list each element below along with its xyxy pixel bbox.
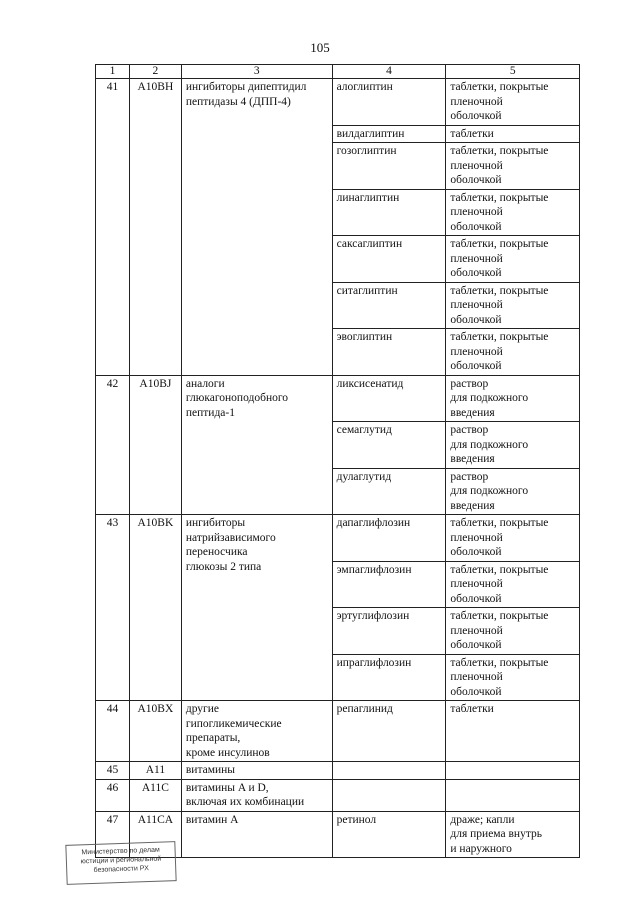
ministry-stamp	[65, 841, 176, 885]
dosage-form-line: раствор	[450, 470, 489, 483]
row-number: 42	[96, 375, 130, 515]
dosage-form	[446, 779, 580, 811]
group-name-line: переносчика	[185, 546, 248, 558]
table-body	[96, 79, 580, 858]
dosage-form-line: оболочкой	[450, 546, 502, 558]
dosage-form-line: раствор	[450, 377, 489, 390]
dosage-form-line: оболочкой	[450, 313, 502, 326]
dosage-form-line: таблетки, покрытые	[450, 610, 549, 622]
dosage-form-line: таблетки, покрытые	[450, 331, 549, 343]
row-number: 43	[96, 515, 130, 701]
drug-name: дапаглифлозин	[332, 515, 446, 562]
dosage-form-line: драже; капли	[450, 813, 515, 826]
group-name-line: аналоги	[185, 377, 225, 390]
table-row	[96, 375, 580, 422]
group-name-line: глюкозы 2 типа	[185, 560, 262, 573]
drug-name: линаглиптин	[332, 189, 446, 236]
header-col-1: 1	[96, 65, 130, 79]
stamp-line: Министерство по делам	[81, 846, 160, 857]
dosage-form	[446, 561, 580, 608]
stamp-line: юстиции и региональной	[80, 855, 162, 866]
table-row	[96, 762, 580, 780]
dosage-form	[446, 236, 580, 283]
dosage-form	[446, 762, 580, 780]
dosage-form	[446, 422, 580, 469]
group-name-line: глюкагоноподобного	[185, 392, 289, 404]
drug-name: ипраглифлозин	[332, 654, 446, 701]
dosage-form	[446, 608, 580, 655]
atc-code: A11CA	[129, 811, 181, 858]
header-col-5: 5	[446, 65, 580, 79]
atc-code: A10BK	[129, 515, 181, 701]
dosage-form-line: для подкожного	[450, 392, 529, 404]
table-header-row	[96, 65, 580, 79]
dosage-form	[446, 329, 580, 376]
row-number: 41	[96, 79, 130, 376]
dosage-form-line: пленочной	[450, 624, 503, 637]
dosage-form-line: пленочной	[450, 299, 503, 311]
header-col-4: 4	[332, 65, 446, 79]
dosage-form	[446, 282, 580, 329]
dosage-form-line: и наружного	[450, 842, 512, 855]
drug-name: эртуглифлозин	[332, 608, 446, 655]
group-name-line: другие	[185, 703, 220, 715]
atc-group-name	[181, 762, 332, 780]
dosage-form-line: таблетки	[450, 127, 494, 140]
dosage-form-line: оболочкой	[450, 685, 502, 698]
atc-code: A10BX	[129, 701, 181, 762]
atc-code: A10BJ	[129, 375, 181, 515]
drug-name: вилдаглиптин	[332, 125, 446, 143]
dosage-form	[446, 701, 580, 762]
dosage-form-line: таблетки, покрытые	[450, 563, 549, 576]
drug-table	[95, 64, 580, 858]
atc-group-name	[181, 701, 332, 762]
dosage-form-line: таблетки, покрытые	[450, 284, 549, 297]
drug-name: семаглутид	[332, 422, 446, 469]
header-col-3: 3	[181, 65, 332, 79]
dosage-form-line: для подкожного	[450, 438, 529, 451]
group-name-line: витамины	[185, 764, 236, 776]
dosage-form-line: оболочкой	[450, 639, 502, 651]
group-name-line: витамины A и D,	[185, 781, 269, 794]
group-name-line: натрийзависимого	[185, 531, 276, 544]
atc-code: A11	[129, 762, 181, 780]
row-number: 44	[96, 701, 130, 762]
dosage-form	[446, 654, 580, 701]
atc-group-name	[181, 375, 332, 515]
group-name-line: включая их комбинации	[185, 796, 305, 808]
dosage-form-line: оболочкой	[450, 267, 502, 279]
dosage-form-line: пленочной	[450, 345, 503, 358]
dosage-form-line: для подкожного	[450, 485, 529, 497]
atc-group-name	[181, 811, 332, 858]
dosage-form-line: пленочной	[450, 531, 503, 544]
dosage-form	[446, 79, 580, 126]
drug-name	[332, 762, 446, 780]
dosage-form-line: пленочной	[450, 206, 503, 218]
group-name-line: ингибиторы дипептидил	[185, 81, 307, 93]
dosage-form-line: таблетки, покрытые	[450, 191, 549, 204]
atc-code: A10BH	[129, 79, 181, 376]
atc-group-name	[181, 779, 332, 811]
dosage-form-line: пленочной	[450, 252, 503, 265]
dosage-form-line: введения	[450, 499, 495, 512]
group-name-line: ингибиторы	[185, 517, 246, 529]
atc-code: A11C	[129, 779, 181, 811]
group-name-line: препараты,	[185, 732, 241, 744]
dosage-form	[446, 515, 580, 562]
dosage-form	[446, 143, 580, 190]
dosage-form-line: оболочкой	[450, 592, 502, 605]
dosage-form-line: таблетки	[450, 703, 494, 715]
dosage-form	[446, 811, 580, 858]
row-number: 47	[96, 811, 130, 858]
dosage-form-line	[450, 781, 575, 796]
drug-name: гозоглиптин	[332, 143, 446, 190]
table-row	[96, 79, 580, 126]
dosage-form-line: пленочной	[450, 578, 503, 590]
header-col-2: 2	[129, 65, 181, 79]
dosage-form-line: для приема внутрь	[450, 828, 542, 840]
dosage-form-line: таблетки, покрытые	[450, 145, 549, 157]
dosage-form	[446, 375, 580, 422]
table-row	[96, 779, 580, 811]
dosage-form-line: оболочкой	[450, 220, 502, 233]
group-name-line: кроме инсулинов	[185, 746, 270, 759]
dosage-form-line: оболочкой	[450, 174, 502, 186]
dosage-form-line: таблетки, покрытые	[450, 81, 549, 93]
drug-name: эмпаглифлозин	[332, 561, 446, 608]
drug-name	[332, 779, 446, 811]
drug-name: дулаглутид	[332, 468, 446, 515]
dosage-form-line	[450, 763, 575, 778]
group-name-line: пептидазы 4 (ДПП-4)	[185, 95, 291, 108]
group-name-line: витамин A	[185, 813, 239, 826]
page-number: 105	[310, 40, 330, 55]
dosage-form-line: таблетки, покрытые	[450, 517, 549, 529]
dosage-form-line: раствор	[450, 424, 489, 436]
group-name-line: пептида-1	[185, 406, 235, 419]
stamp-line: безопасности РХ	[93, 865, 149, 874]
atc-group-name	[181, 515, 332, 701]
dosage-form-line: введения	[450, 406, 495, 419]
dosage-form-line: таблетки, покрытые	[450, 238, 549, 250]
dosage-form-line: оболочкой	[450, 360, 502, 372]
dosage-form	[446, 468, 580, 515]
dosage-form	[446, 125, 580, 143]
dosage-form-line: пленочной	[450, 671, 503, 683]
atc-group-name	[181, 79, 332, 376]
dosage-form	[446, 189, 580, 236]
drug-name: ретинол	[332, 811, 446, 858]
dosage-form-line: введения	[450, 453, 495, 465]
dosage-form-line: пленочной	[450, 95, 503, 108]
drug-name: эвоглиптин	[332, 329, 446, 376]
dosage-form-line: таблетки, покрытые	[450, 656, 549, 669]
drug-name: ликсисенатид	[332, 375, 446, 422]
drug-name: алоглиптин	[332, 79, 446, 126]
group-name-line: гипогликемические	[185, 717, 282, 730]
row-number: 46	[96, 779, 130, 811]
dosage-form-line: оболочкой	[450, 110, 502, 122]
table-row	[96, 515, 580, 562]
dosage-form-line: пленочной	[450, 159, 503, 172]
row-number: 45	[96, 762, 130, 780]
table-row	[96, 701, 580, 762]
drug-name: саксаглиптин	[332, 236, 446, 283]
drug-name: ситаглиптин	[332, 282, 446, 329]
drug-name: репаглинид	[332, 701, 446, 762]
